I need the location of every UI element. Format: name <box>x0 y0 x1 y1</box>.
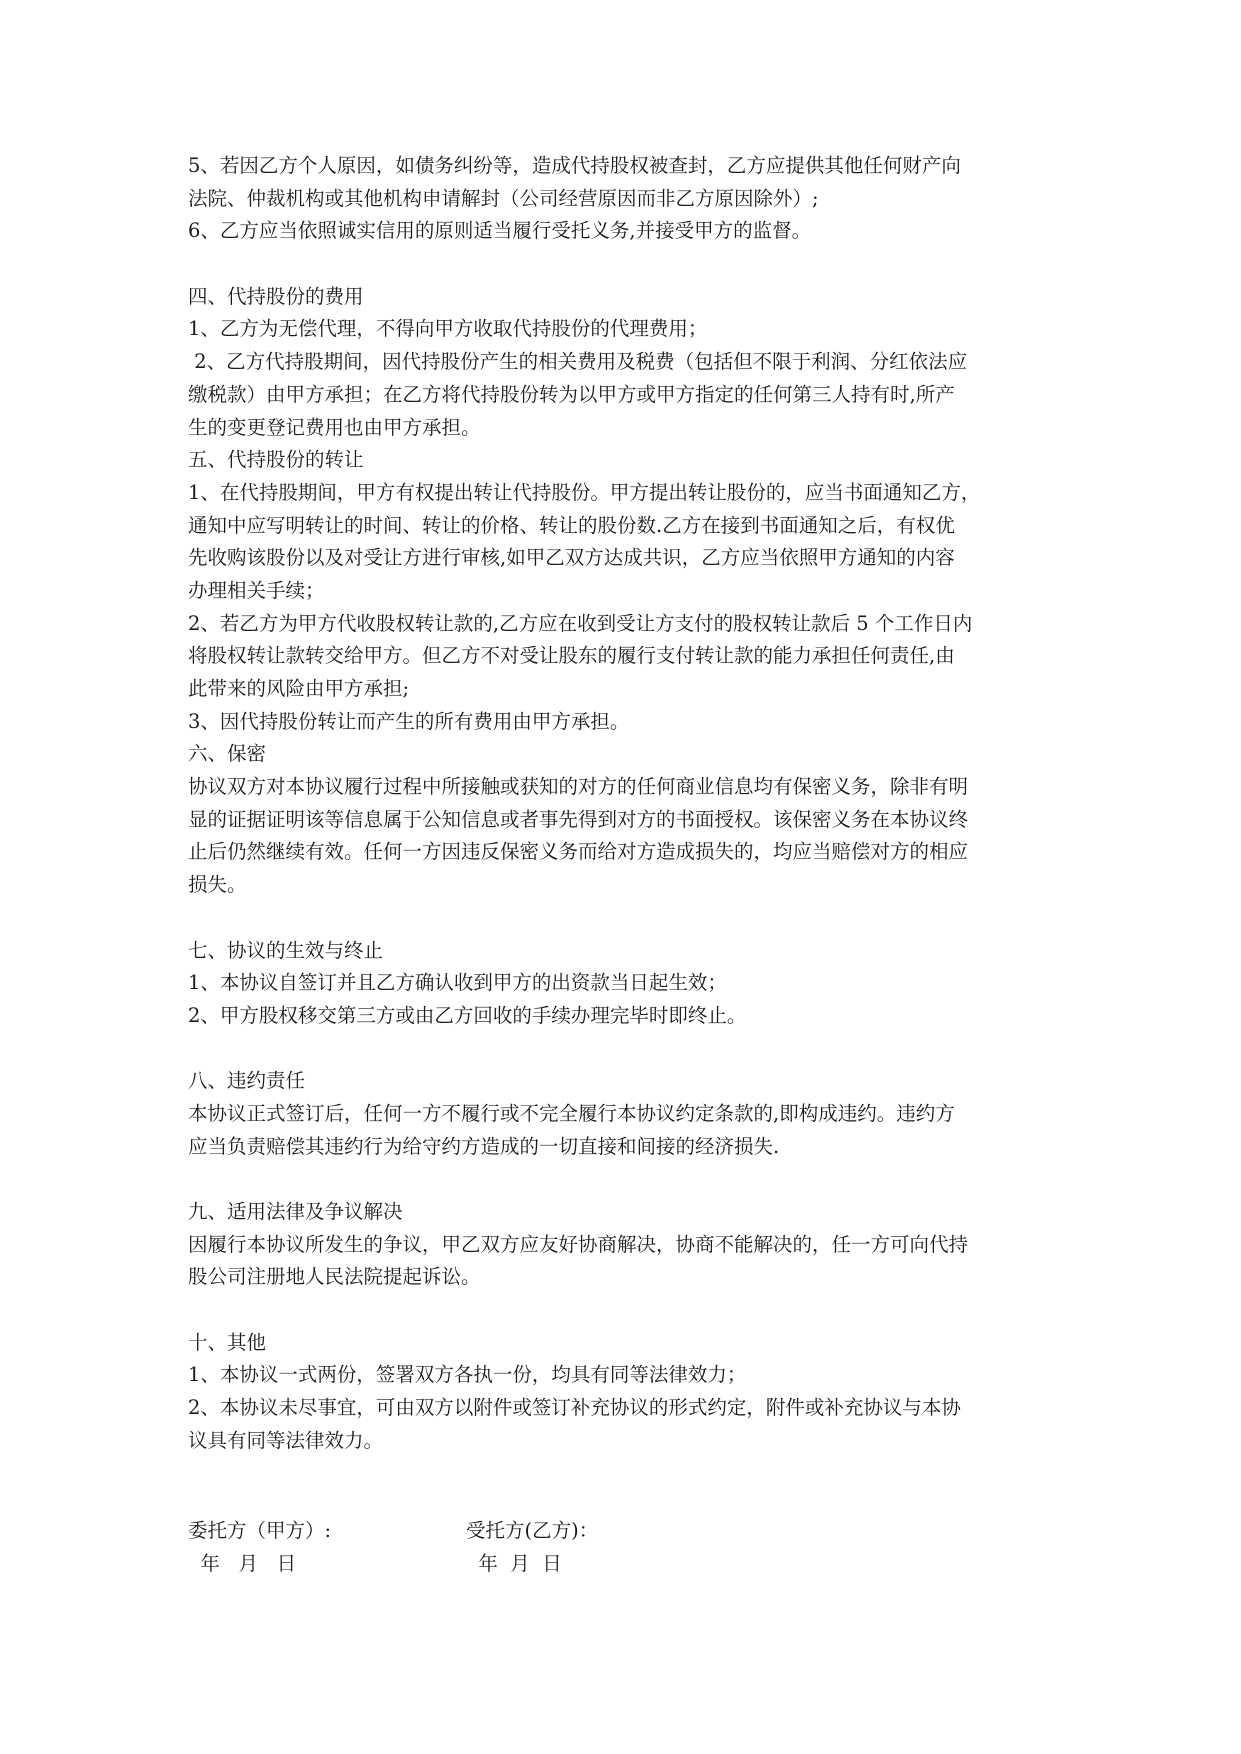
section-heading: 六、保密 <box>188 742 267 766</box>
clause-line: 先收购该股份以及对受让方进行审核,如甲乙双方达成共识，乙方应当依照甲方通知的内容 <box>188 546 955 570</box>
contract-body <box>188 150 1058 1458</box>
clause-line: 因履行本协议所发生的争议，甲乙双方应友好协商解决，协商不能解决的，任一方可向代持 <box>188 1232 969 1256</box>
clause-line: 2、甲方股权移交第三方或由乙方回收的手续办理完毕时即终止。 <box>188 1003 747 1027</box>
clause-line: 6、乙方应当依照诚实信用的原则适当履行受托义务,并接受甲方的监督。 <box>188 219 812 243</box>
clause-line: 止后仍然继续有效。任何一方因违反保密义务而给对方造成损失的，均应当赔偿对方的相应 <box>188 840 969 864</box>
blank-line <box>188 248 1058 281</box>
clause-line: 2、若乙方为甲方代收股权转让款的,乙方应在收到受让方支付的股权转让款后 5 个工作日内 <box>188 611 973 635</box>
section-heading: 九、适用法律及争议解决 <box>188 1200 403 1223</box>
clause-line: 将股权转让款转交给甲方。但乙方不对受让股东的履行支付转让款的能力承担任何责任,由 <box>188 644 955 668</box>
section-heading: 四、代持股份的费用 <box>188 284 364 308</box>
signature-label-row <box>188 1515 1058 1548</box>
section-heading: 七、协议的生效与终止 <box>188 938 384 962</box>
clause-line: 生的变更登记费用也由甲方承担。 <box>188 415 481 439</box>
clause-line: 显的证据证明该等信息属于公知信息或者事先得到对方的书面授权。该保密义务在本协议终 <box>188 807 969 831</box>
blank-line <box>188 1163 1058 1196</box>
clause-line: 1、本协议自签订并且乙方确认收到甲方的出资款当日起生效； <box>188 971 727 995</box>
signature-date-row <box>188 1548 1058 1581</box>
clause-line: 本协议正式签订后，任何一方不履行或不完全履行本协议约定条款的,即构成违约。违约方 <box>188 1101 955 1125</box>
clause-line: 2、乙方代持股期间，因代持股份产生的相关费用及税费（包括但不限于利润、分红依法应 <box>188 350 968 374</box>
blank-line <box>188 1033 1058 1066</box>
section-heading: 十、其他 <box>188 1330 267 1354</box>
clause-line: 通知中应写明转让的时间、转让的价格、转让的股份数.乙方在接到书面通知之后，有权优 <box>188 513 955 537</box>
clause-line: 3、因代持股份转让而产生的所有费用由甲方承担。 <box>188 709 630 733</box>
clause-line: 股公司注册地人民法院提起诉讼。 <box>188 1265 481 1289</box>
party-a-date: 年 月 日 <box>188 1551 297 1575</box>
clause-line: 此带来的风险由甲方承担; <box>188 677 410 700</box>
clause-line: 损失。 <box>188 873 247 897</box>
clause-line: 5、若因乙方个人原因，如债务纠纷等，造成代持股权被查封，乙方应提供其他任何财产向 <box>188 154 961 177</box>
signature-block <box>188 1515 1058 1580</box>
clause-line: 缴税款）由甲方承担；在乙方将代持股份转为以甲方或甲方指定的任何第三人持有时,所产 <box>188 382 955 406</box>
clause-line: 2、本协议未尽事宜，可由双方以附件或签订补充协议的形式约定，附件或补充协议与本协 <box>188 1396 961 1420</box>
clause-line: 1、本协议一式两份，签署双方各执一份，均具有同等法律效力； <box>188 1363 747 1387</box>
blank-line <box>188 902 1058 935</box>
party-b-date: 年 月 日 <box>466 1551 562 1575</box>
clause-line: 协议双方对本协议履行过程中所接触或获知的对方的任何商业信息均有保密义务，除非有明 <box>188 775 969 799</box>
party-a-label: 委托方（甲方）: <box>188 1519 332 1542</box>
section-heading: 五、代持股份的转让 <box>188 448 364 472</box>
clause-line: 1、在代持股期间，甲方有权提出转让代持股份。甲方提出转让股份的，应当书面通知乙方， <box>188 480 981 504</box>
clause-line: 1、乙方为无偿代理，不得向甲方收取代持股份的代理费用； <box>188 317 708 341</box>
party-b-label: 受托方(乙方)： <box>466 1519 599 1542</box>
clause-line: 法院、仲裁机构或其他机构申请解封（公司经营原因而非乙方原因除外）; <box>188 186 819 210</box>
clause-line: 办理相关手续； <box>188 578 325 602</box>
section-heading: 八、违约责任 <box>188 1069 306 1093</box>
blank-line <box>188 1294 1058 1327</box>
clause-line: 应当负责赔偿其违约行为给守约方造成的一切直接和间接的经济损失. <box>188 1134 780 1158</box>
clause-line: 议具有同等法律效力。 <box>188 1428 384 1452</box>
